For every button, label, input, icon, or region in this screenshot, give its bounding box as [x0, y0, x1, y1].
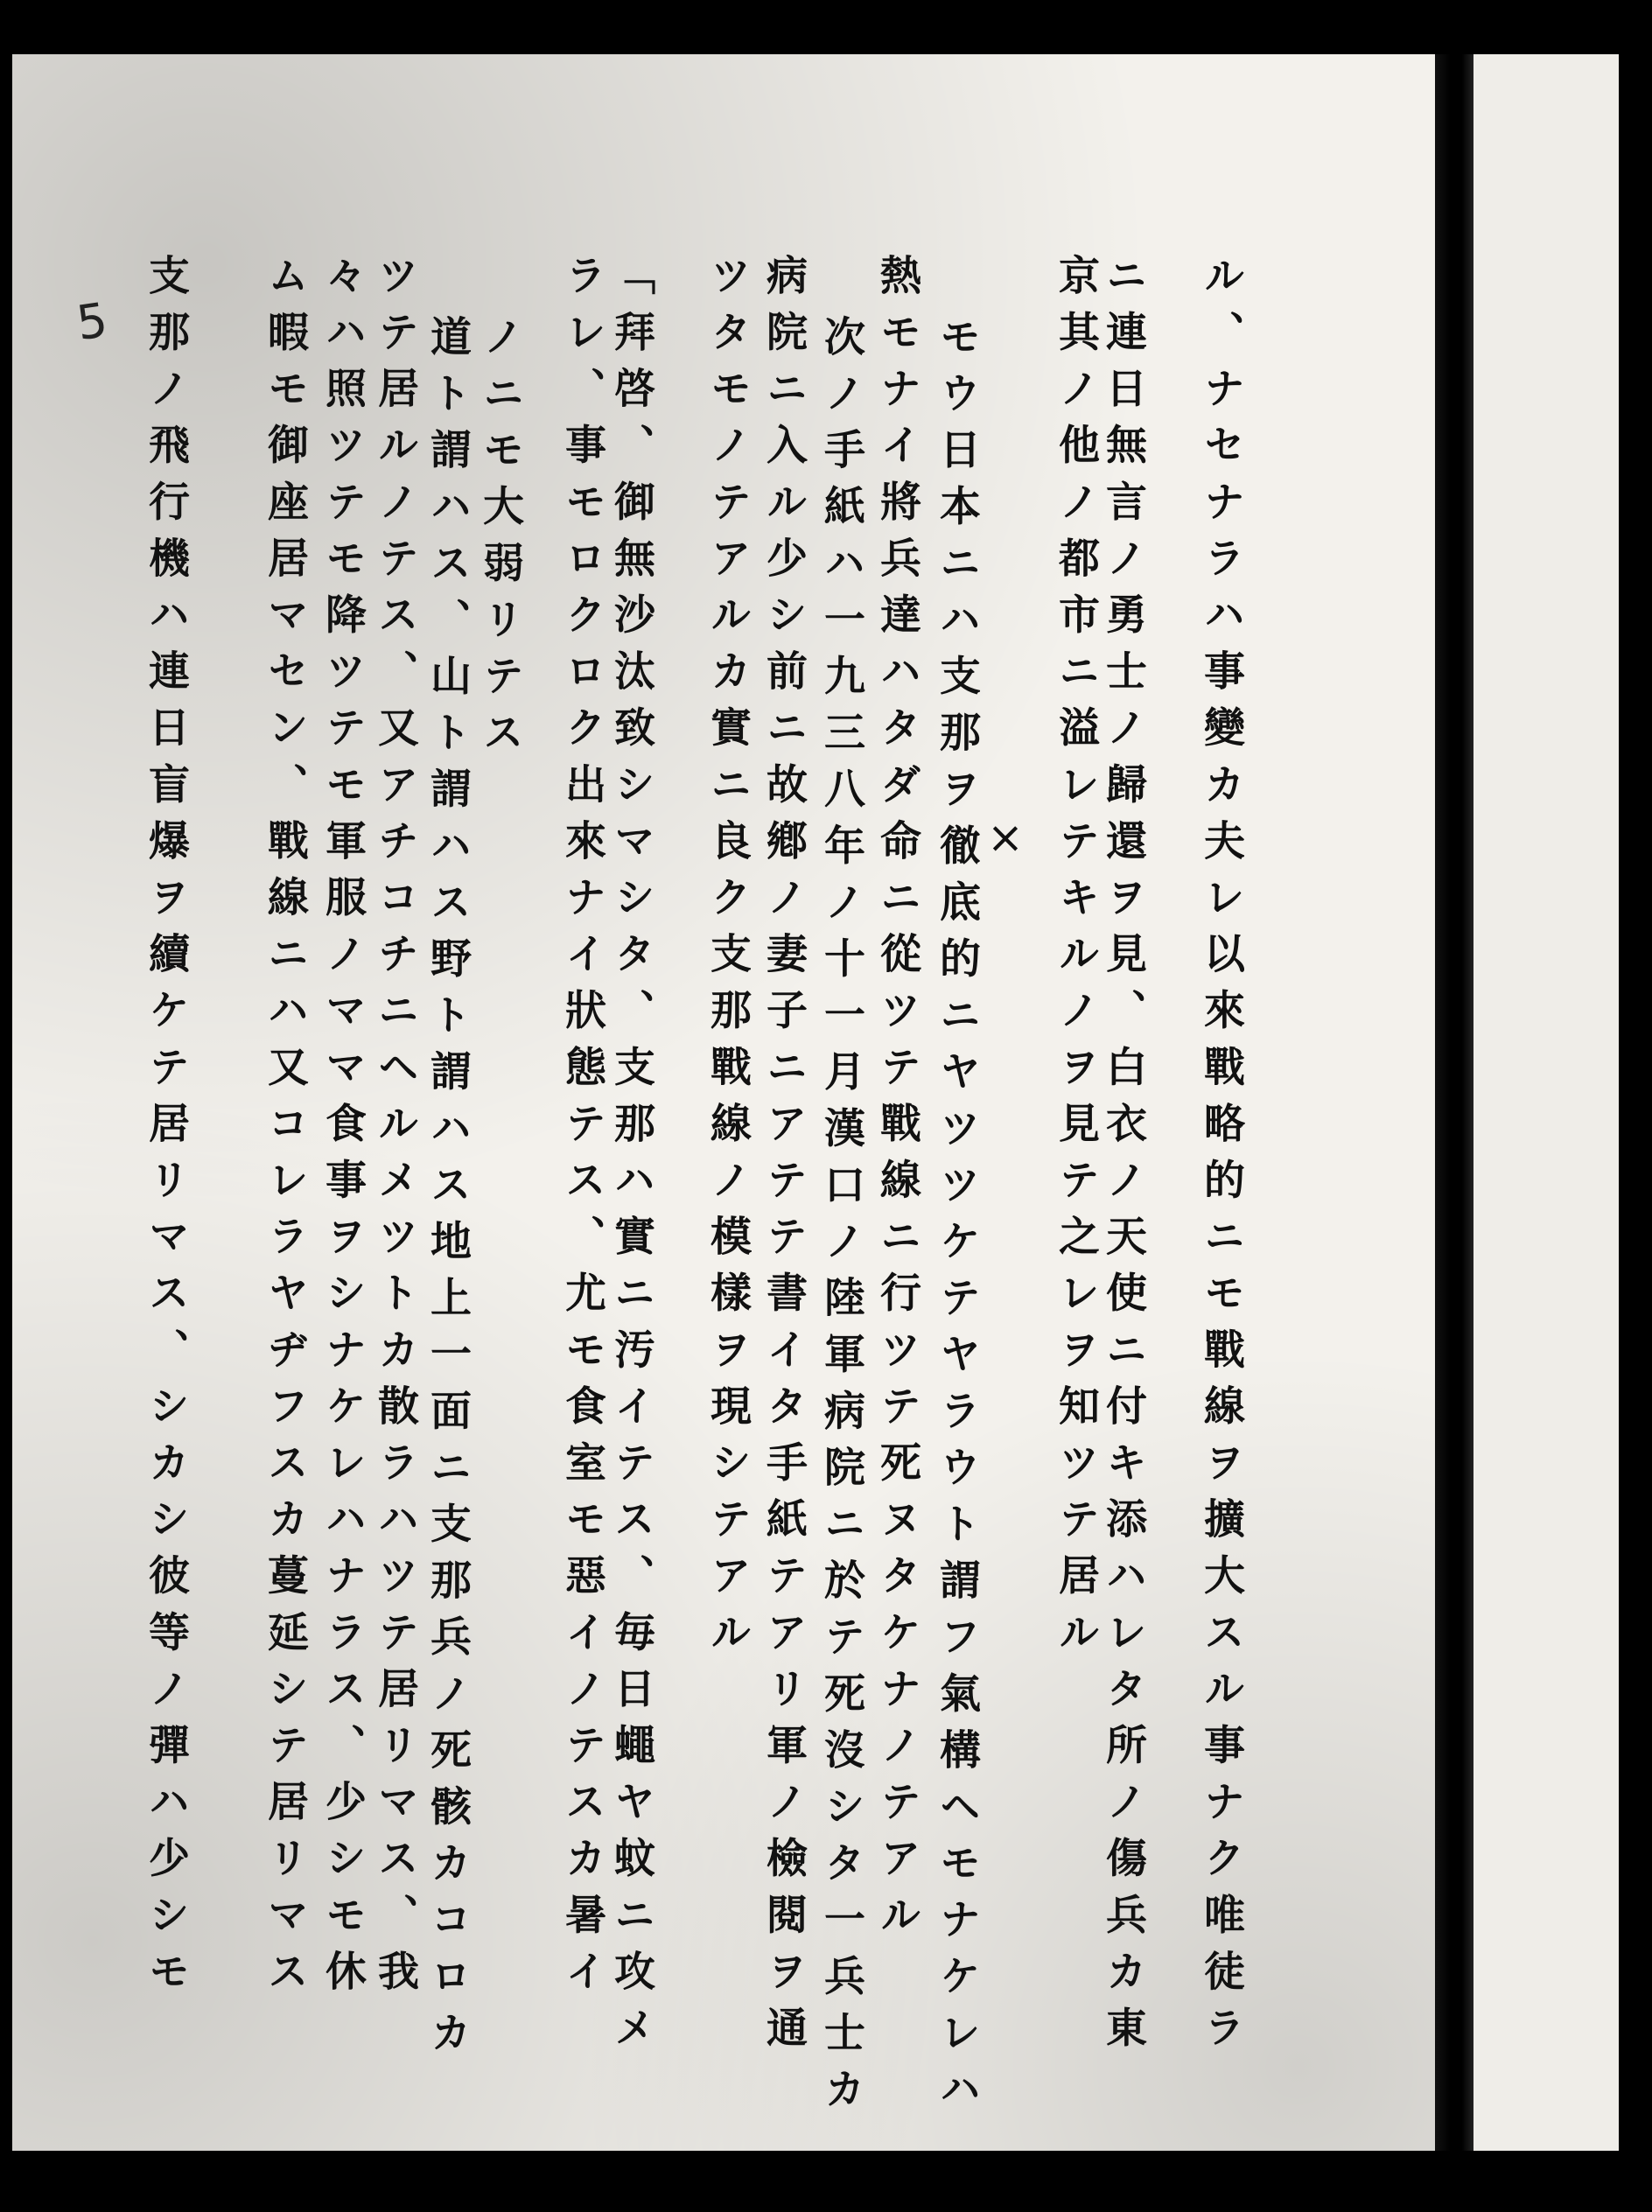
text-column: ム暇モ御座居マセン、戰線ニハ又コレラヤヂフスカ蔓延シテ居リマス	[261, 254, 309, 2006]
text-column: 々ハ照ツテモ降ツテモ軍服ノママ食事ヲシナケレハナラス、少シモ休	[318, 254, 367, 2006]
text-column: 道ト謂ハス、山ト謂ハス野ト謂ハス地上一面ニ支那兵ノ死骸カコロカ	[424, 315, 472, 2068]
text-column: ツテ居ルノテス、又アチコチニヘルメツトカ散ラハツテ居リマス、我	[371, 254, 419, 2006]
text-column: ノニモ大弱リテス	[476, 315, 524, 767]
text-column: 「拜啓、御無沙汰致シマシタ、支那ハ實ニ汚イテス、毎日蠅ヤ蚊ニ攻メ	[607, 254, 655, 2063]
text-column: 熱モナイ將兵達ハタダ命ニ從ツテ戰線ニ行ツテ死ヌタケナノテアル	[873, 254, 921, 1950]
text-column: 京其ノ他ノ都市ニ溢レテキルノヲ見テ之レヲ知ツテ居ル	[1052, 254, 1100, 1667]
text-column: ラレ、事モロクロク出來ナイ狀態テス、尤モ食室モ惡イノテスカ暑イ	[558, 254, 606, 2006]
page-number: 5	[73, 291, 111, 352]
text-column: 支那ノ飛行機ハ連日盲爆ヲ續ケテ居リマス、シカシ彼等ノ彈ハ少シモ	[142, 254, 190, 2006]
facing-page-edge	[1474, 54, 1619, 2151]
text-column: ル、ナセナラハ事變カ夫レ以來戰略的ニモ戰線ヲ擴大スル事ナク唯徒ラ	[1197, 254, 1245, 2063]
text-column: ツタモノテアルカ實ニ良ク支那戰線ノ模樣ヲ現シテアル	[704, 254, 752, 1667]
text-column: 病院ニ入ル少シ前ニ故鄕ノ妻子ニアテテ書イタ手紙テアリ軍ノ檢閱ヲ通	[760, 254, 808, 2063]
text-column: 次ノ手紙ハ一九三八年ノ十一月漢口ノ陸軍病院ニ於テ死沒シタ一兵士カ	[817, 315, 865, 2124]
text-column: ニ連日無言ノ勇士ノ歸還ヲ見、白衣ノ天使ニ付キ添ハレタ所ノ傷兵カ東	[1099, 254, 1147, 2063]
scan-edge	[1619, 0, 1652, 2212]
page-sheet	[12, 54, 1619, 2151]
book-spine	[1435, 54, 1474, 2151]
margin-x-mark: ×	[987, 812, 1024, 863]
text-column: モウ日本ニハ支那ヲ徹底的ニヤツツケテヤラウト謂フ氣構ヘモナケレハ	[933, 315, 981, 2124]
